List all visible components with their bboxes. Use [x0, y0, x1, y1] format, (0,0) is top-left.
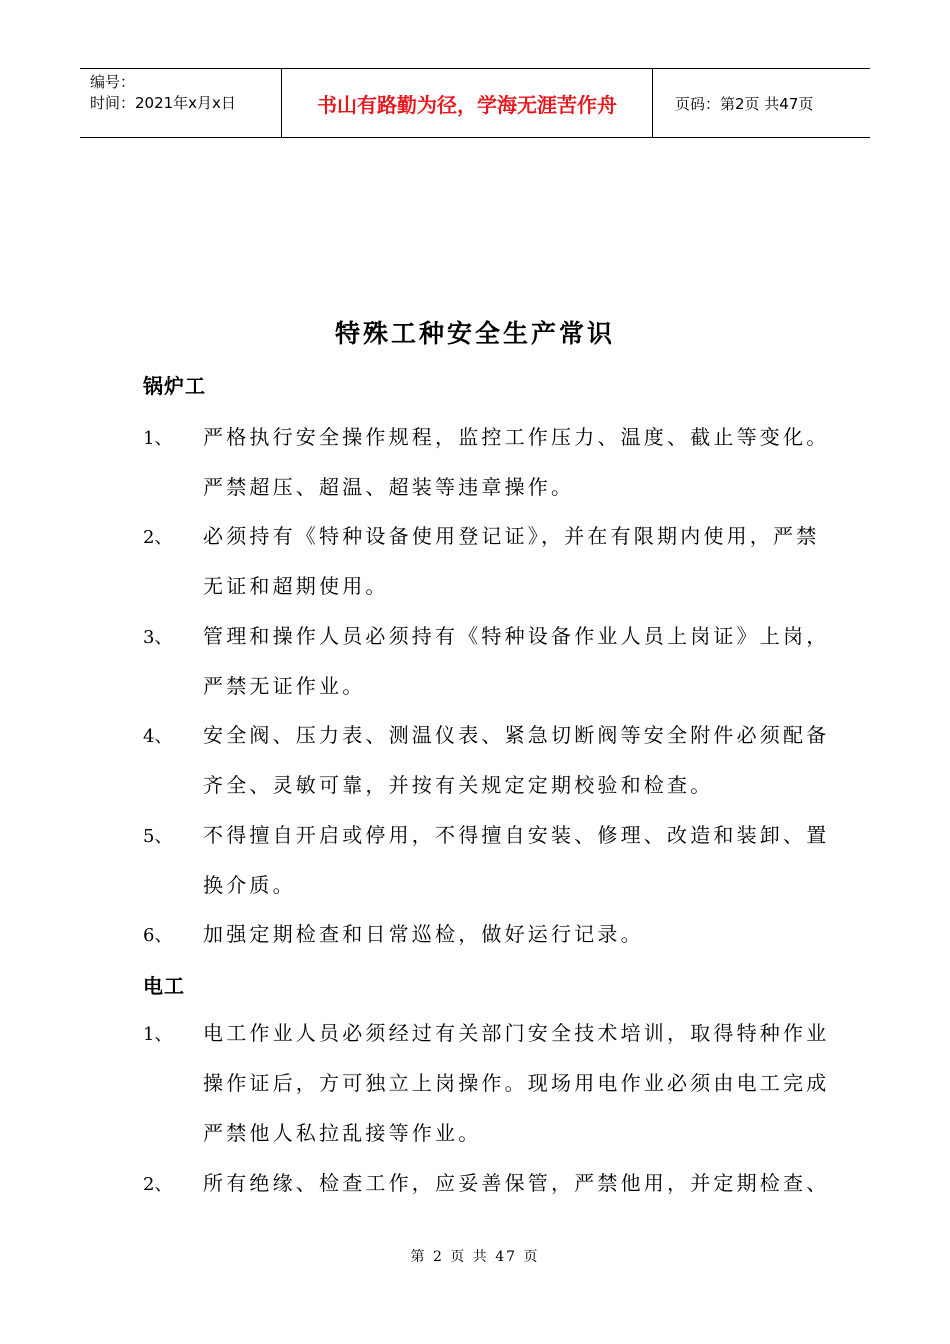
header-page-info	[663, 69, 870, 137]
item-text-line: 严禁无证作业。	[203, 674, 366, 698]
item-text-line: 换介质。	[203, 873, 296, 897]
document-time-label: 时间：2021年x月x日	[90, 94, 236, 112]
item-number: 2、	[143, 527, 173, 548]
item-text-line: 无证和超期使用。	[203, 574, 389, 598]
header-meta	[80, 69, 282, 137]
section-heading-electrician: 电工	[143, 974, 185, 998]
item-text-line: 严禁他人私拉乱接等作业。	[203, 1121, 482, 1145]
item-text-line: 管理和操作人员必须持有《特种设备作业人员上岗证》上岗，	[203, 624, 830, 648]
section-heading-boiler: 锅炉工	[143, 374, 206, 398]
header-page-info-text: 页码：第2页 共47页	[675, 94, 814, 113]
item-text-line: 齐全、灵敏可靠，并按有关规定定期校验和检查。	[203, 773, 714, 797]
item-text-line: 必须持有《特种设备使用登记证》，并在有限期内使用，严禁	[203, 524, 820, 548]
item-text-line: 严禁超压、超温、超装等违章操作。	[203, 475, 575, 499]
item-text-line: 加强定期检查和日常巡检，做好运行记录。	[203, 922, 644, 946]
header-motto: 书山有路勤为径，学海无涯苦作舟	[282, 69, 653, 137]
document-number-label: 编号：	[90, 73, 136, 91]
item-text-line: 所有绝缘、检查工作，应妥善保管，严禁他用，并定期检查、	[203, 1171, 830, 1195]
item-text-line: 严格执行安全操作规程，监控工作压力、温度、截止等变化。	[203, 425, 830, 449]
page-header	[80, 68, 870, 138]
page-footer: 第 2 页 共 47 页	[410, 1249, 540, 1265]
item-number: 1、	[143, 1024, 173, 1045]
item-number: 3、	[143, 627, 173, 648]
item-number: 1、	[143, 428, 173, 449]
item-number: 4、	[143, 726, 173, 747]
item-text-line: 不得擅自开启或停用，不得擅自安装、修理、改造和装卸、置	[203, 823, 830, 847]
item-number: 5、	[143, 826, 173, 847]
document-title: 特殊工种安全生产常识	[334, 319, 615, 348]
item-text-line: 安全阀、压力表、测温仪表、紧急切断阀等安全附件必须配备	[203, 723, 830, 747]
item-number: 2、	[143, 1174, 173, 1195]
item-number: 6、	[143, 925, 173, 946]
item-text-line: 操作证后，方可独立上岗操作。现场用电作业必须由电工完成	[203, 1071, 830, 1095]
item-text-line: 电工作业人员必须经过有关部门安全技术培训，取得特种作业	[203, 1021, 830, 1045]
